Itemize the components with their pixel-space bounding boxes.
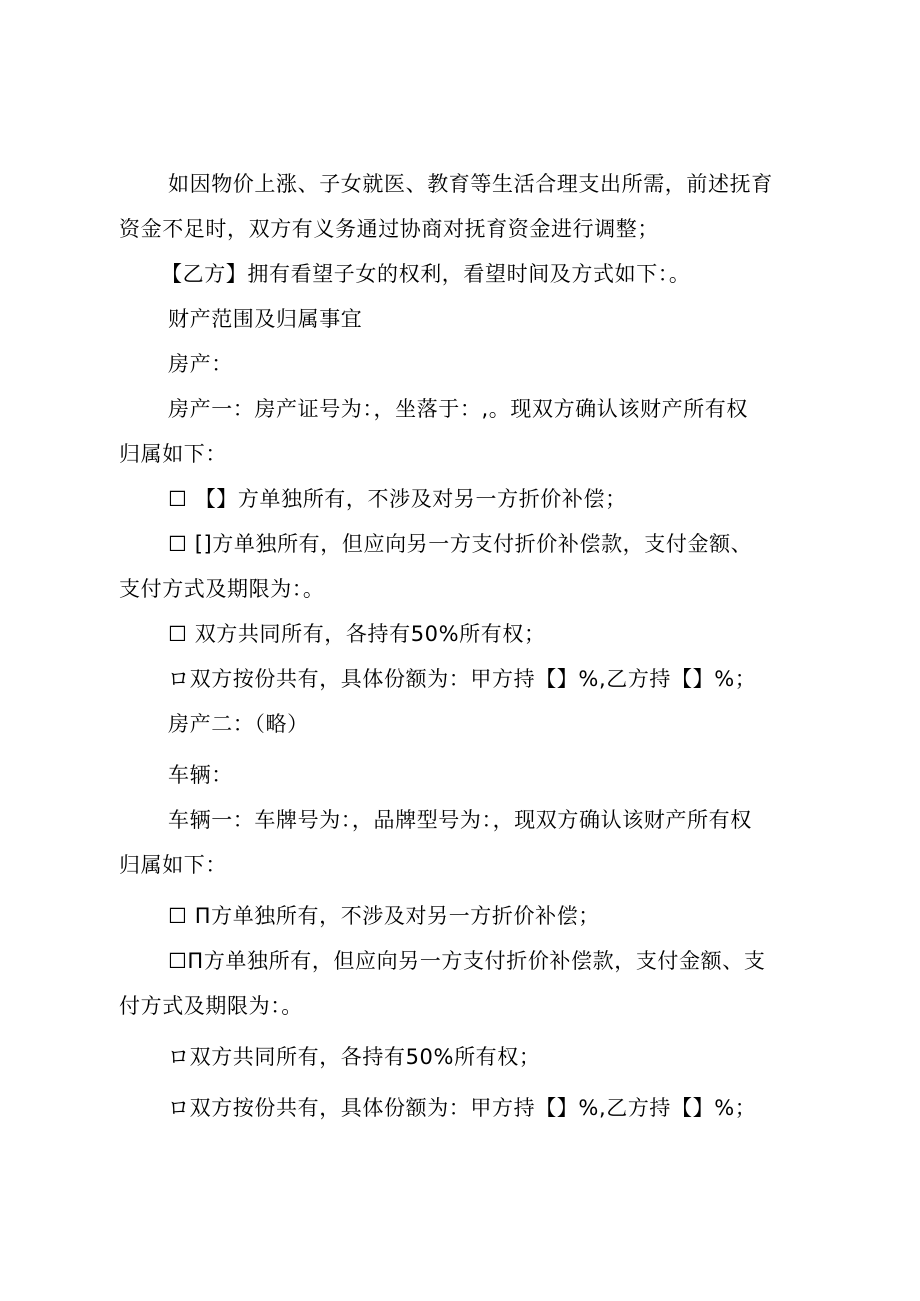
paragraph-line: 资金不足时，双方有义务通过协商对抚育资金进行调整；: [119, 217, 659, 241]
paragraph-line: 房产二：（略）: [168, 712, 309, 736]
checkbox-option-line: ☐ Π方单独所有，不涉及对另一方折价补偿；: [168, 904, 600, 928]
paragraph-line: 车辆：: [168, 763, 233, 787]
checkbox-option-line: ロ双方按份共有，具体份额为：甲方持【】%,乙方持【】%；: [168, 667, 757, 691]
paragraph-line: 房产一：房产证号为：，坐落于：,。现双方确认该财产所有权: [168, 397, 748, 421]
paragraph-line: 付方式及期限为：。: [119, 994, 303, 1018]
document-body: [119, 162, 816, 1131]
checkbox-option-line: ☐ 双方共同所有，各持有50%所有权；: [168, 622, 546, 646]
checkbox-option-line: ロ双方按份共有，具体份额为：甲方持【】%,乙方持【】%；: [168, 1096, 757, 1120]
paragraph-line: 如因物价上涨、子女就医、教育等生活合理支出所需，前述抚育: [168, 172, 773, 196]
checkbox-option-line: ☐ []方单独所有，但应向另一方支付折价补偿款，支付金额、: [168, 532, 753, 556]
checkbox-option-line: ☐ 【】方单独所有，不涉及对另一方折价补偿；: [168, 487, 627, 511]
paragraph-line: 归属如下：: [119, 442, 227, 466]
checkbox-option-line: ☐Π方单独所有，但应向另一方支付折价补偿款，支付金额、支: [168, 949, 766, 973]
paragraph-line: 归属如下：: [119, 853, 227, 877]
paragraph-line: 支付方式及期限为：。: [119, 577, 325, 601]
paragraph-line: 【乙方】拥有看望子女的权利，看望时间及方式如下：。: [161, 262, 691, 286]
paragraph-line: 车辆一：车牌号为：，品牌型号为：，现双方确认该财产所有权: [168, 808, 752, 832]
checkbox-option-line: ロ双方共同所有，各持有50%所有权；: [168, 1045, 541, 1069]
section-heading: 财产范围及归属事宜: [168, 307, 363, 331]
paragraph-line: 房产：: [168, 352, 233, 376]
